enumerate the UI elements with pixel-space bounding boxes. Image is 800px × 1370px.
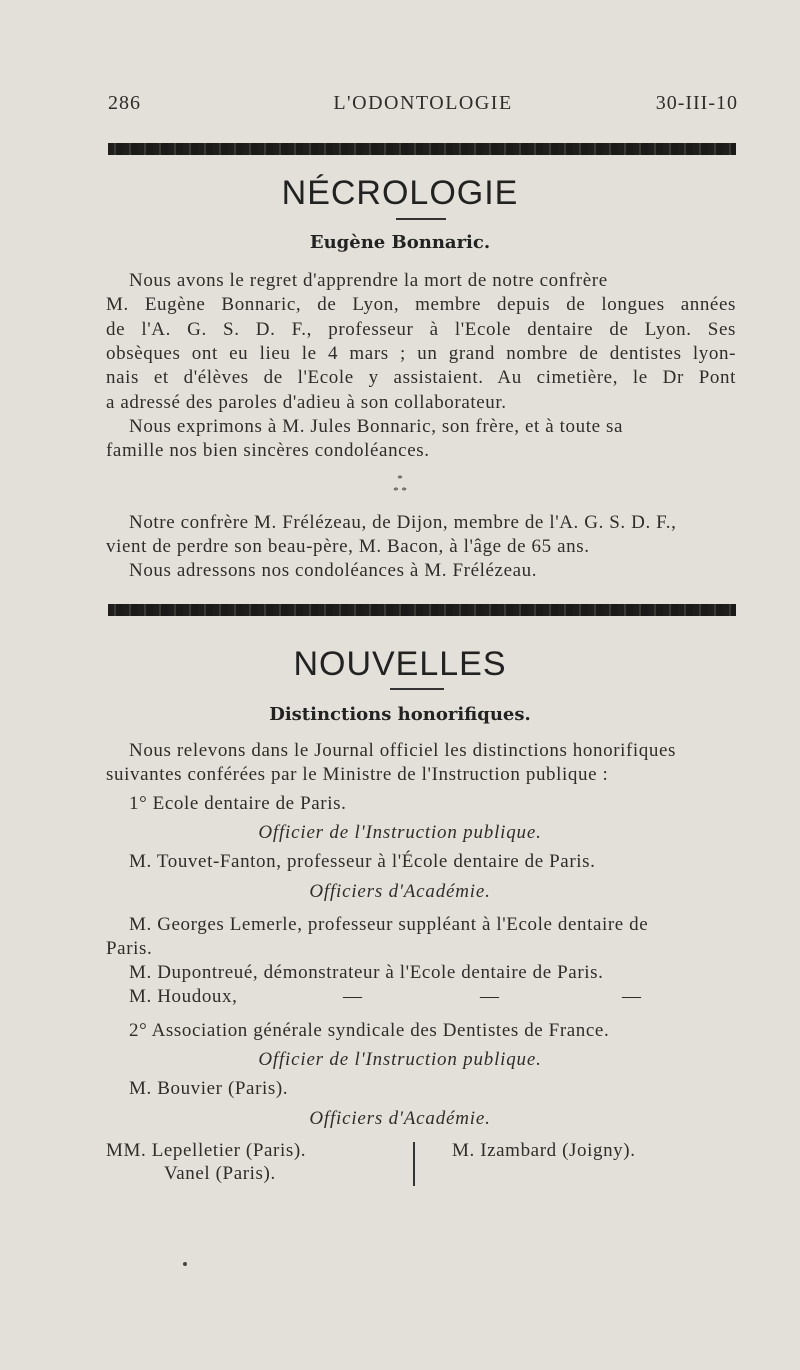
text-line: Vanel (Paris). xyxy=(164,1163,276,1184)
text-line: Paris. xyxy=(106,938,153,959)
issue-date: 30-III-10 xyxy=(655,92,738,114)
text-line: M. Touvet-Fanton, professeur à l'École dentaire de Paris. xyxy=(129,851,596,872)
text-line: 2° Association générale syndicale des Dentistes de France. xyxy=(129,1020,610,1041)
text-line: 1° Ecole dentaire de Paris. xyxy=(129,793,347,814)
section-title-necrologie: NÉCROLOGIE xyxy=(281,174,519,212)
ornamental-rule-top xyxy=(108,143,736,155)
asterism-bottom: * * xyxy=(393,485,407,497)
text-line: M. Georges Lemerle, professeur suppléant à l'Ecole dentaire de xyxy=(129,914,649,935)
paper-speck xyxy=(183,1262,187,1266)
text-line: famille nos bien sincères condoléances. xyxy=(106,440,430,461)
text-line: Nous relevons dans le Journal officiel les distinctions honorifiques xyxy=(129,740,677,761)
text-line: M. Houdoux, xyxy=(129,986,238,1007)
asterism-top: * xyxy=(397,473,403,485)
running-header xyxy=(108,92,738,122)
text-line: de l'A. G. S. D. F., professeur à l'Ecole dentaire de Lyon. Ses xyxy=(106,319,736,340)
section-title-nouvelles: NOUVELLES xyxy=(293,645,507,683)
text-line: Notre confrère M. Frélézeau, de Dijon, membre de l'A. G. S. D. F., xyxy=(129,512,677,533)
text-line: nais et d'élèves de l'Ecole y assistaient. Au cimetière, le Dr Pont xyxy=(106,367,736,388)
text-line: M. Dupontreué, démonstrateur à l'Ecole dentaire de Paris. xyxy=(129,962,604,983)
title-underline xyxy=(396,218,446,220)
page-number: 286 xyxy=(108,92,141,114)
ditto-dash: — xyxy=(343,986,363,1007)
ditto-dash: — xyxy=(622,986,642,1007)
subheading-distinctions: Distinctions honorifiques. xyxy=(269,704,531,725)
text-line: Nous adressons nos condoléances à M. Frélézeau. xyxy=(129,560,538,581)
column-divider xyxy=(413,1142,415,1186)
journal-title: L'ODONTOLOGIE xyxy=(333,92,513,114)
text-line: a adressé des paroles d'adieu à son collaborateur. xyxy=(106,392,507,413)
ornamental-rule-middle xyxy=(108,604,736,616)
italic-heading: Officier de l'Instruction publique. xyxy=(258,1049,542,1070)
title-underline xyxy=(390,688,444,690)
text-line: M. Bouvier (Paris). xyxy=(129,1078,289,1099)
text-line: MM. Lepelletier (Paris). xyxy=(106,1140,307,1161)
text-line: Nous exprimons à M. Jules Bonnaric, son frère, et à toute sa xyxy=(129,416,624,437)
italic-heading: Officier de l'Instruction publique. xyxy=(258,822,542,843)
italic-heading: Officiers d'Académie. xyxy=(309,1108,491,1129)
text-line: obsèques ont eu lieu le 4 mars ; un grand nombre de dentistes lyon- xyxy=(106,343,736,364)
text-line: M. Izambard (Joigny). xyxy=(452,1140,636,1161)
text-line: vient de perdre son beau-père, M. Bacon, à l'âge de 65 ans. xyxy=(106,536,590,557)
ditto-dash: — xyxy=(480,986,500,1007)
text-line: M. Eugène Bonnaric, de Lyon, membre depuis de longues années xyxy=(106,294,736,315)
subheading-bonnaric: Eugène Bonnaric. xyxy=(309,232,491,253)
text-line: Nous avons le regret d'apprendre la mort de notre confrère xyxy=(129,270,608,291)
italic-heading: Officiers d'Académie. xyxy=(309,881,491,902)
text-line: suivantes conférées par le Ministre de l'Instruction publique : xyxy=(106,764,609,785)
